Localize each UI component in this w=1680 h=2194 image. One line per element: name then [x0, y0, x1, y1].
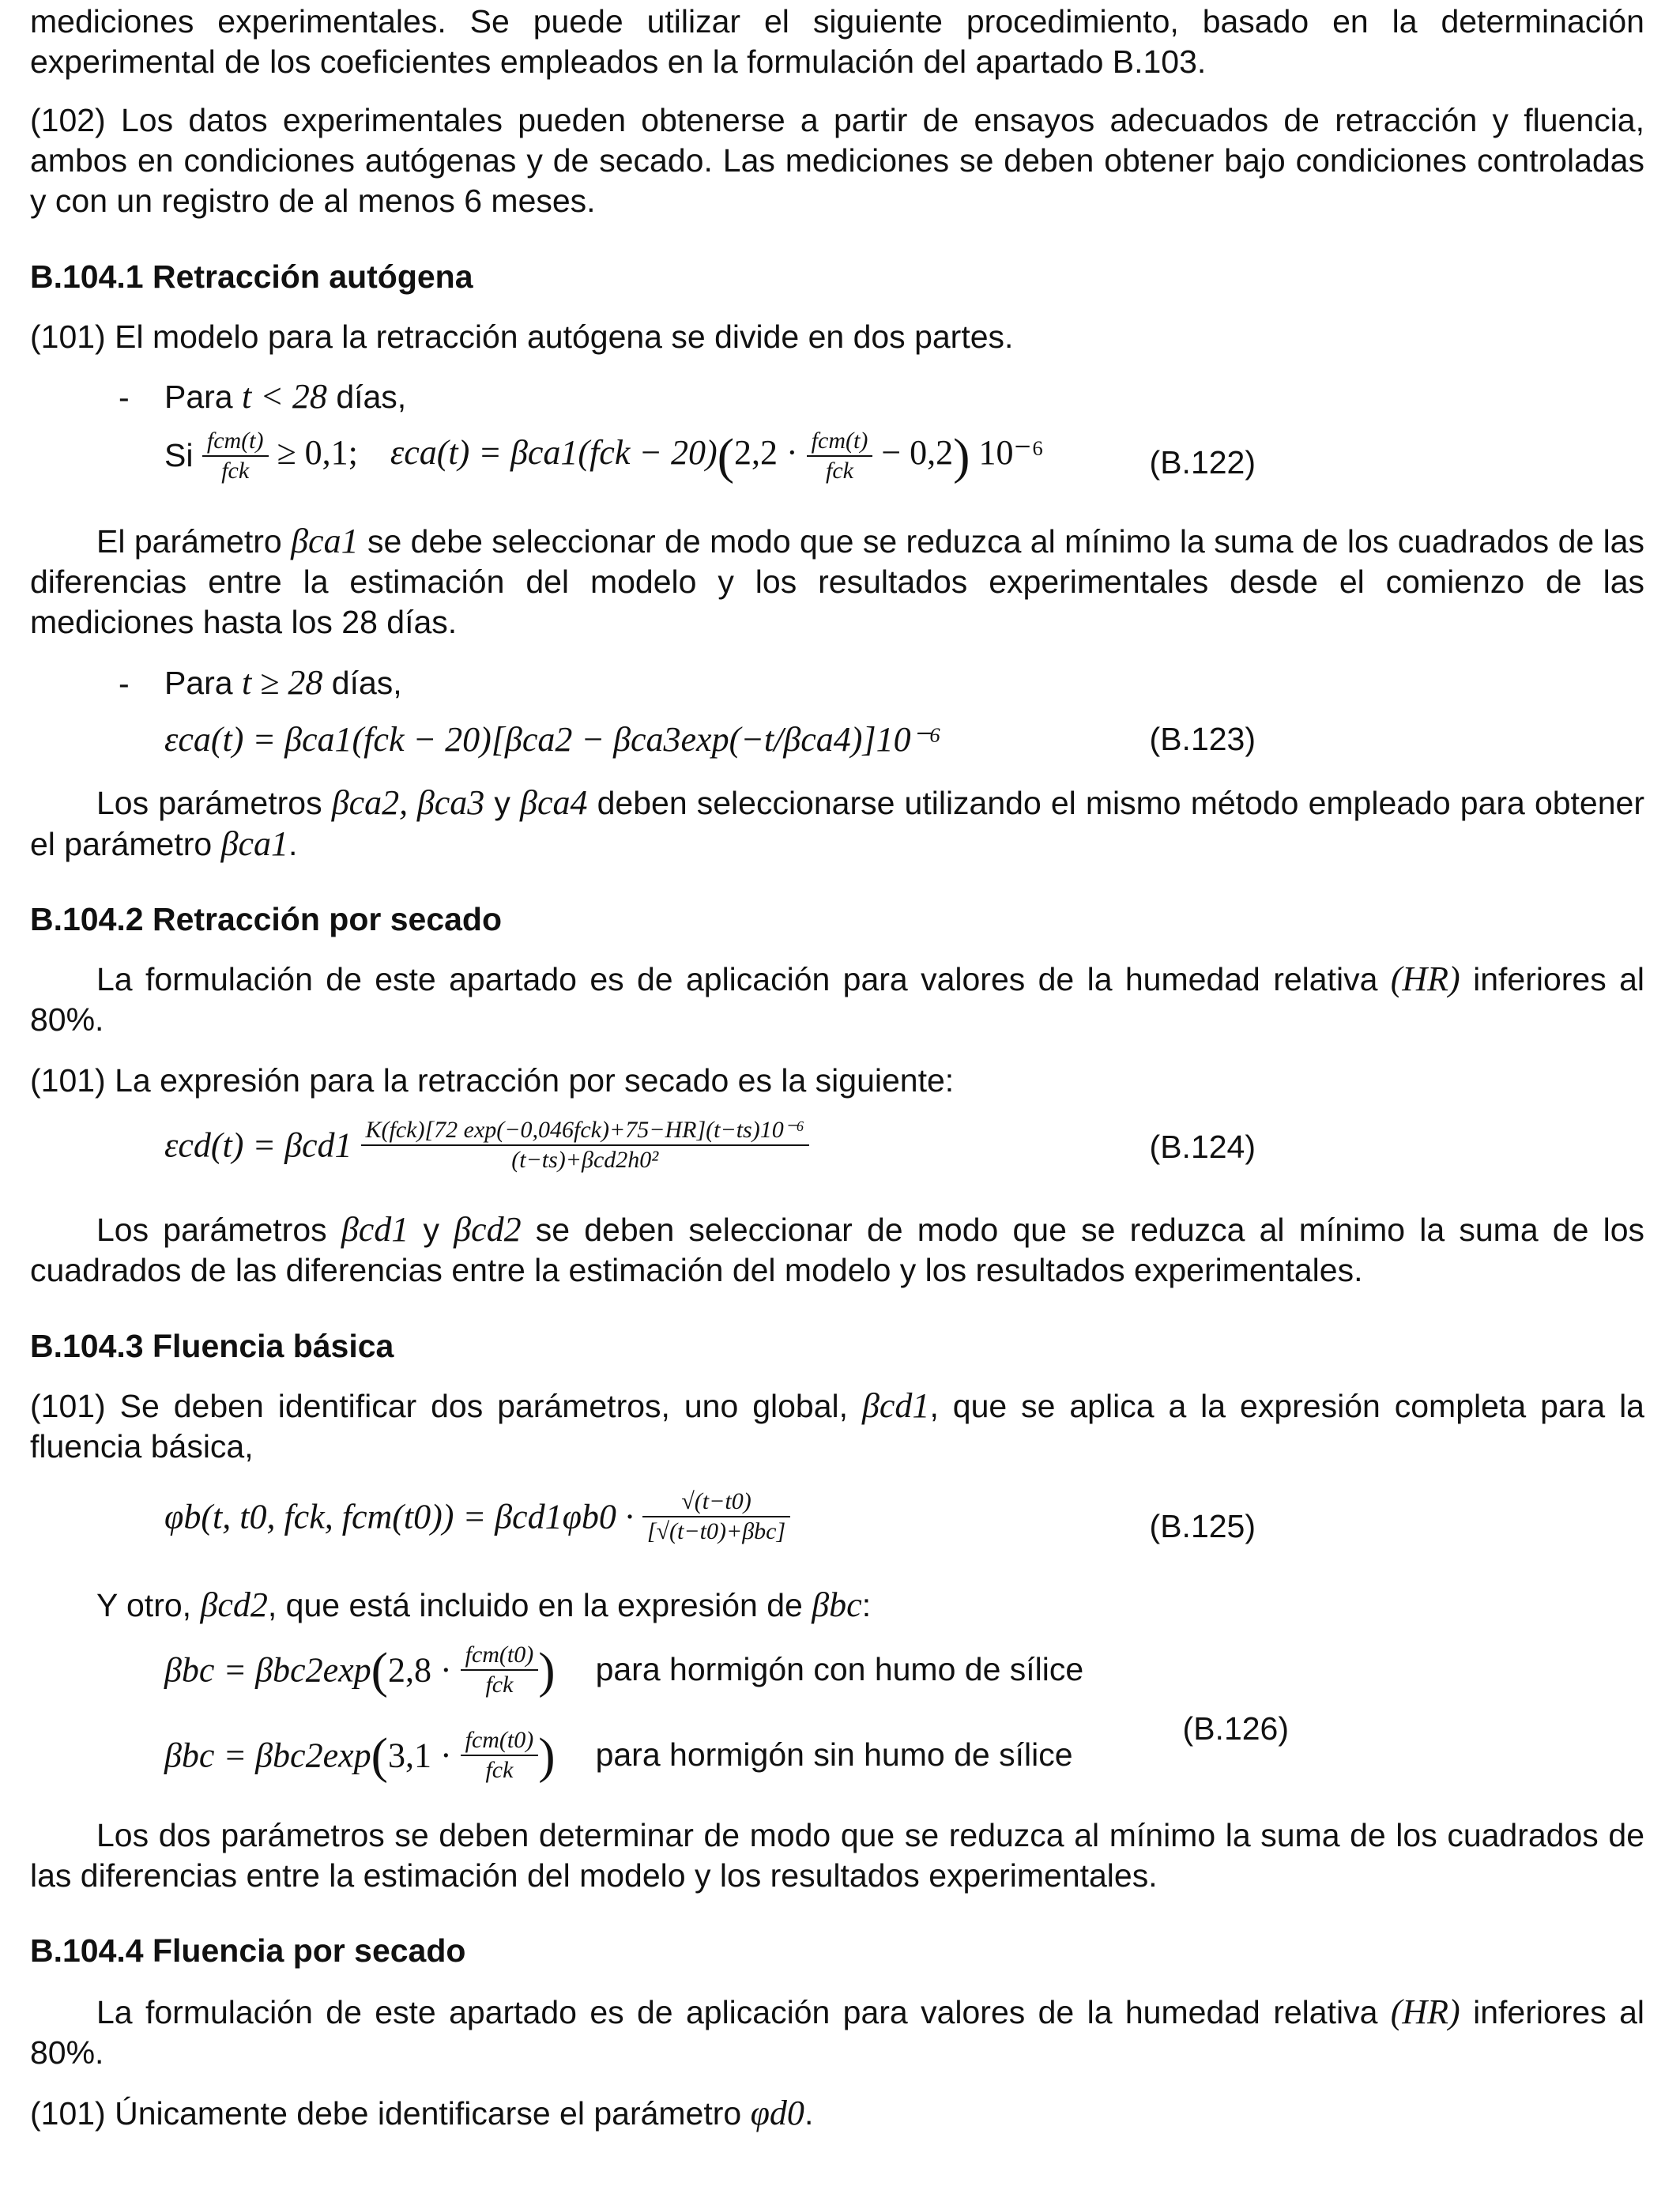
eq123-number: (B.123) [1149, 721, 1256, 757]
eq126b-frac: $\frac{\text{fcm(t0)}}{\text{fck}}$ [461, 1726, 539, 1785]
eq122-frac-inner: $\frac{\text{fcm(t)}}{\text{fck}}$ [807, 427, 873, 485]
equation-b122: Si $\frac{\text{fcm(t)}}{\text{fck}}$ ≥ 0,1; εca(t) = βca1(fck − 20)(2,2 · $\frac{\text{fcm(t)}}{\text{fck}}$ − 0,2) 10⁻⁶ (B.122) [164, 428, 1256, 484]
paragraph-102: (102) Los datos experimentales pueden obtenerse a partir de ensayos adecuados de retracción y fluencia, ambos en condiciones autógenas y de secado. Las mediciones se deben obtener bajo condiciones controladas y con un registro de al menos 6 meses. [30, 102, 1644, 219]
paragraph-b1043-closing: Los dos parámetros se deben determinar de modo que se reduzca al mínimo la suma de los cuadrados de las diferencias entre la estimación del modelo y los resultados experimentales. [30, 1817, 1644, 1894]
equation-b125: φb(t, t0, fck, fcm(t0)) = βcd1φb0 · $\frac{√(t-t0)}{\text{[√(t−t0)+βbc]}}$ (B.125) [164, 1487, 1644, 1566]
equation-b124: εcd(t) = βcd1 $\frac{\text{K(fck)[72 exp(−0,046fck)+75−HR](t−ts)10⁻⁶}}{\text{(t−ts)+βcd2h0²}}$ (B.124) [164, 1117, 1256, 1173]
equation-b126b: βbc = βbc2exp(3,1 · $\frac{\text{fcm(t0)}}{\text{fck}}$ ) para hormigón sin humo de sílice [164, 1727, 1073, 1784]
paragraph-param-bca1: El parámetro βca1 se debe seleccionar de modo que se reduzca al mínimo la suma de los cuadrados de las diferencias entre la estimación del modelo y los resultados experimentales desde el comienzo de las mediciones hasta los 28 días. [30, 522, 1644, 640]
paragraph-params-bcd12: Los parámetros βcd1 y βcd2 se deben seleccionar de modo que se reduzca al mínimo la suma de los cuadrados de las diferencias entre la estimación del modelo y los resultados experimentales. [30, 1210, 1644, 1288]
paragraph-b1042-101: (101) La expresión para la retracción por secado es la siguiente: [30, 1062, 955, 1099]
eq122-number: (B.122) [1149, 444, 1256, 481]
bullet-t-lt-28: Para t < 28 días, [164, 377, 407, 416]
eq126a-frac: $\frac{\text{fcm(t0)}}{\text{fck}}$ [461, 1641, 539, 1699]
section-title-b1044: B.104.4 Fluencia por secado [30, 1932, 466, 1969]
bullet-t-ge-28: Para t ≥ 28 días, [164, 663, 402, 702]
equation-b126a: βbc = βbc2exp(2,8 · $\frac{\text{fcm(t0)}}{\text{fck}}$ ) para hormigón con humo de sílice [164, 1642, 1084, 1698]
top-line-1: mediciones experimentales. Se puede utilizar el siguiente procedimiento, basado en la determinación [30, 3, 1644, 40]
eq124-number: (B.124) [1149, 1129, 1256, 1165]
paragraph-top [30, 2, 1644, 82]
equation-b123: εca(t) = βca1(fck − 20)[βca2 − βca3exp(−t/βca4)]10⁻⁶ (B.123) [164, 720, 1256, 759]
math-t-lt-28: t < 28 [242, 377, 327, 416]
paragraph-params-bca234: Los parámetros βca2, βca3 y βca4 deben seleccionarse utilizando el mismo método empleado para obtener el parámetro βca1. [30, 783, 1644, 863]
top-line-2: experimental de los coeficientes empleados en la formulación del apartado B.103. [30, 43, 1207, 80]
eq125-number: (B.125) [1149, 1508, 1256, 1544]
section-title-b1042: B.104.2 Retracción por secado [30, 901, 503, 937]
paragraph-other-bcd2: Y otro, βcd2, que está incluido en la expresión de βbc: [96, 1585, 872, 1624]
eq126-number: (B.126) [1182, 1710, 1289, 1747]
section-title-b1043: B.104.3 Fluencia básica [30, 1328, 394, 1364]
eq125-frac: $\frac{√(t-t0)}{\text{[√(t−t0)+βbc]}}$ [642, 1487, 790, 1546]
section-title-b1041: B.104.1 Retracción autógena [30, 258, 473, 295]
paragraph-b1043-101: (101) Se deben identificar dos parámetros, uno global, βcd1, que se aplica a la expresión completa para la fluencia básica, [30, 1386, 1644, 1465]
eq126b-text: para hormigón sin humo de sílice [595, 1736, 1073, 1773]
bullet-dash-2: - [119, 665, 130, 702]
eq124-frac: $\frac{\text{K(fck)[72 exp(−0,046fck)+75−HR](t−ts)10⁻⁶}}{\text{(t−ts)+βcd2h0²}}$ [361, 1116, 809, 1174]
bullet-dash-1: - [119, 379, 130, 416]
paragraph-b1041-101: (101) El modelo para la retracción autógena se divide en dos partes. [30, 319, 1014, 355]
eq126a-text: para hormigón con humo de sílice [595, 1650, 1084, 1687]
paragraph-b1042-intro: La formulación de este apartado es de aplicación para valores de la humedad relativa (HR) inferiores al 80%. [30, 959, 1644, 1038]
paragraph-b1044-101: (101) Únicamente debe identificarse el parámetro φd0. [30, 2094, 814, 2132]
paragraph-b1044-intro: La formulación de este apartado es de aplicación para valores de la humedad relativa (HR) inferiores al 80%. [30, 1992, 1644, 2071]
eq122-si: Si [164, 436, 194, 473]
eq122-frac-cond: $\frac{\text{fcm(t)}}{\text{fck}}$ [202, 427, 269, 485]
